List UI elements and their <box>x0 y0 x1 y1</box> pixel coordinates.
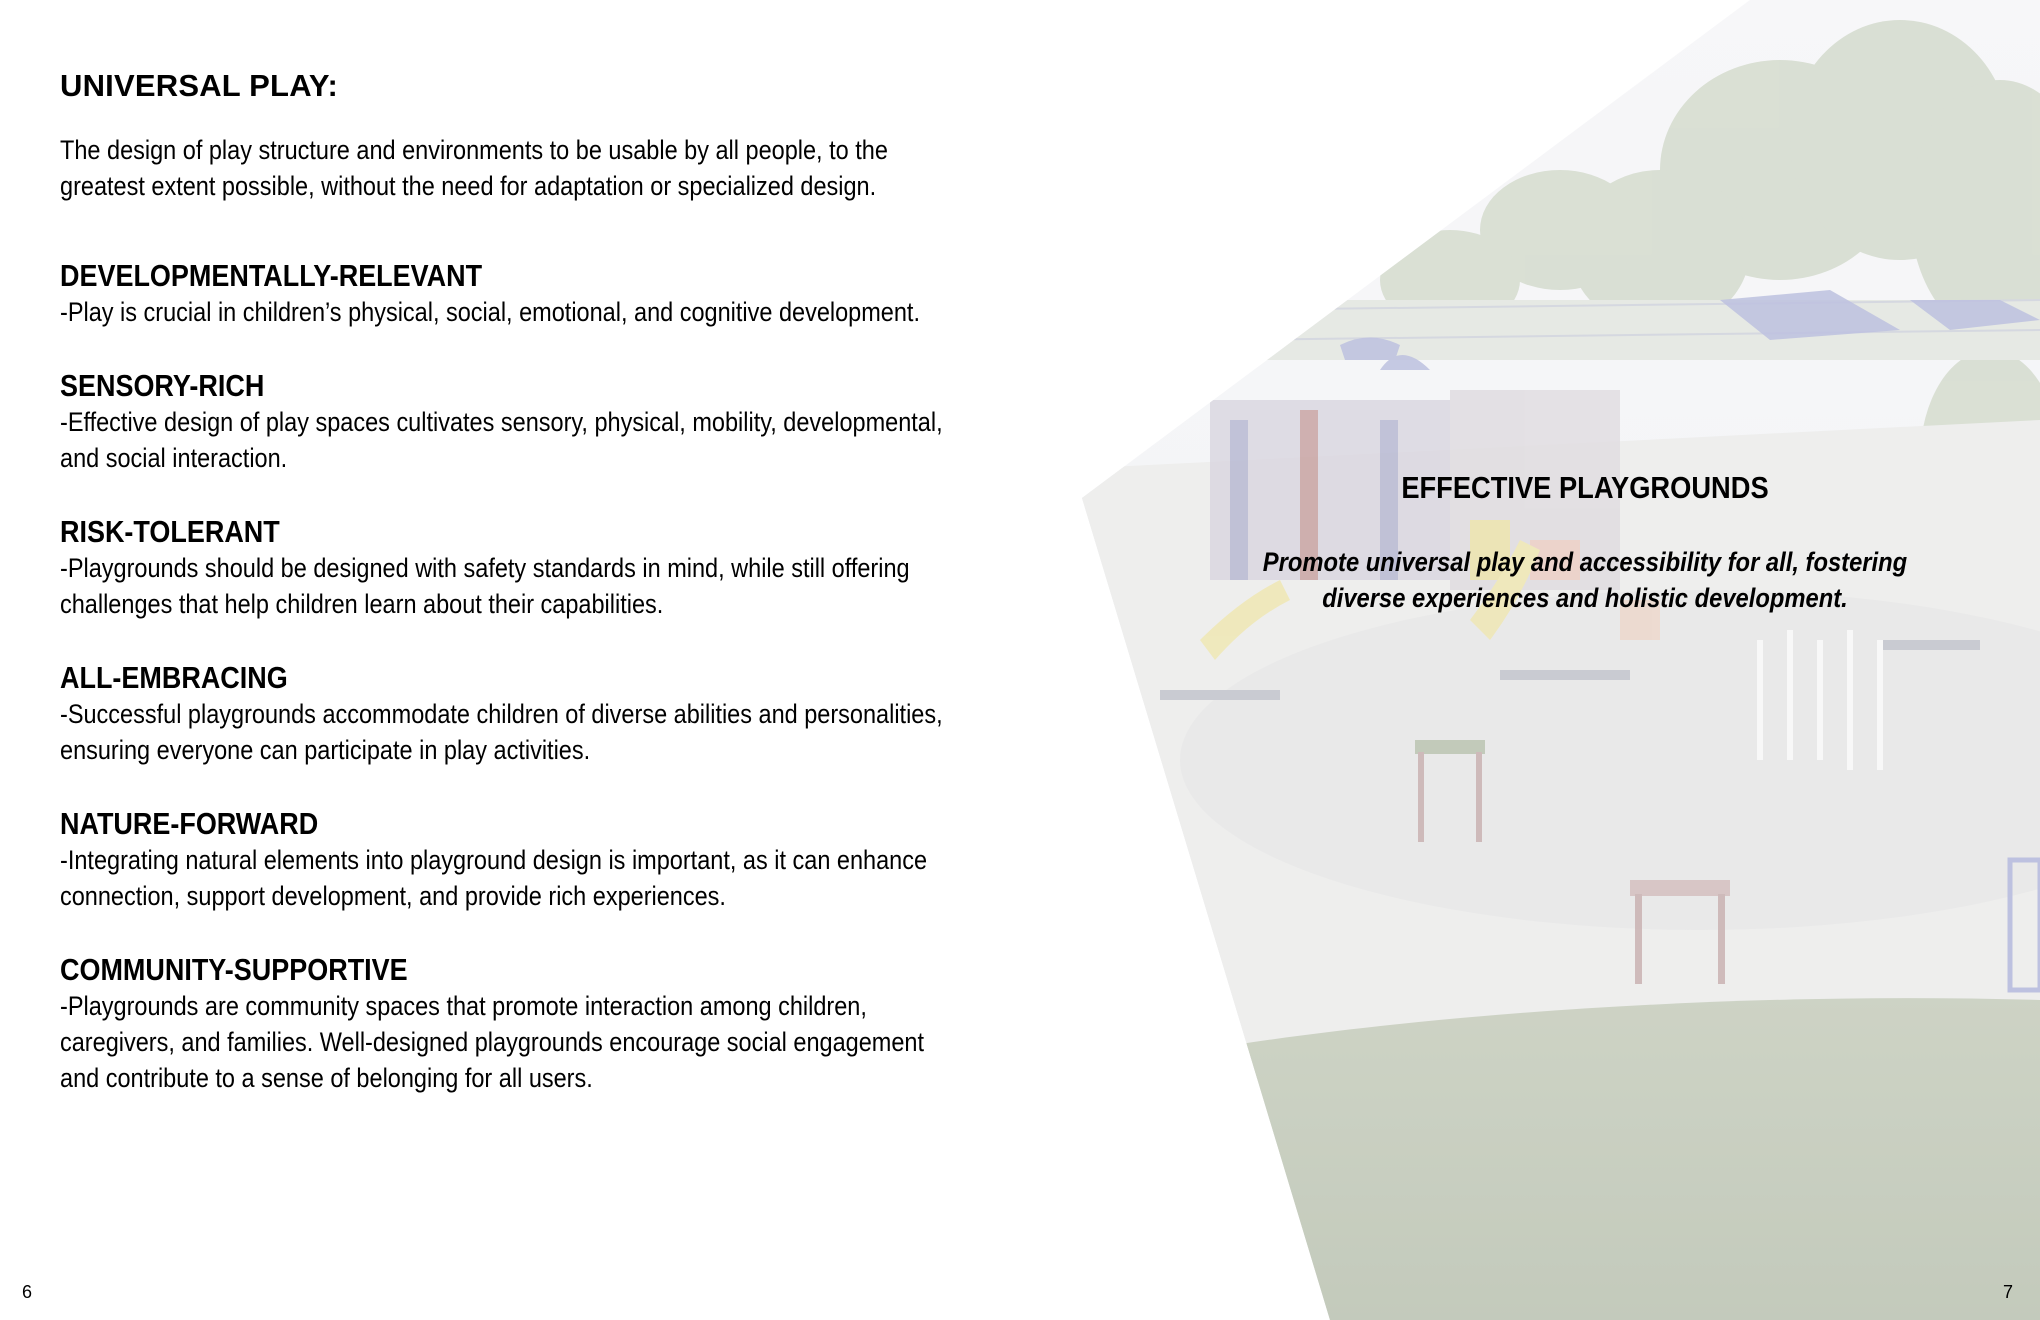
callout-title: EFFECTIVE PLAYGROUNDS <box>1401 470 1769 505</box>
principles-list <box>60 258 960 1096</box>
intro-paragraph: The design of play structure and environments to be usable by all people, to the greatest extent possible, without the need for adaptation or specialized design. <box>60 135 888 201</box>
callout-box <box>1170 470 2000 616</box>
principle-description: -Playgrounds are community spaces that promote interaction among children, caregivers, and families. Well-designed playgrounds encourage social engagement and contribute to a sense of belonging for all users. <box>60 991 924 1093</box>
page-title: UNIVERSAL PLAY: <box>60 68 339 103</box>
page-number-right: 7 <box>2003 1282 2014 1302</box>
principle-item <box>60 368 965 476</box>
principle-item <box>60 660 965 768</box>
principle-title: RISK-TOLERANT <box>60 514 280 549</box>
principle-title: SENSORY-RICH <box>60 368 265 403</box>
left-page <box>60 68 960 1134</box>
principle-description: -Integrating natural elements into playground design is important, as it can enhance connection, support development, and provide rich experiences. <box>60 845 928 911</box>
principle-description: -Effective design of play spaces cultivates sensory, physical, mobility, developmental, and social interaction. <box>60 407 943 473</box>
principle-item <box>60 806 965 914</box>
principle-description: -Play is crucial in children’s physical, social, emotional, and cognitive development. <box>60 297 920 327</box>
callout-text: Promote universal play and accessibility for all, fostering diverse experiences and holistic development. <box>1262 547 1908 613</box>
principle-description: -Successful playgrounds accommodate children of diverse abilities and personalities, ensuring everyone can participate in play activities. <box>60 699 943 765</box>
principle-item <box>60 514 965 622</box>
principle-item <box>60 952 965 1096</box>
principle-title: NATURE-FORWARD <box>60 806 319 841</box>
principle-title: COMMUNITY-SUPPORTIVE <box>60 952 408 987</box>
page-number-left: 6 <box>22 1282 33 1302</box>
principle-item <box>60 258 965 330</box>
principle-title: DEVELOPMENTALLY-RELEVANT <box>60 258 483 293</box>
principle-title: ALL-EMBRACING <box>60 660 288 695</box>
principle-description: -Playgrounds should be designed with safety standards in mind, while still offering challenges that help children learn about their capabilities. <box>60 553 910 619</box>
